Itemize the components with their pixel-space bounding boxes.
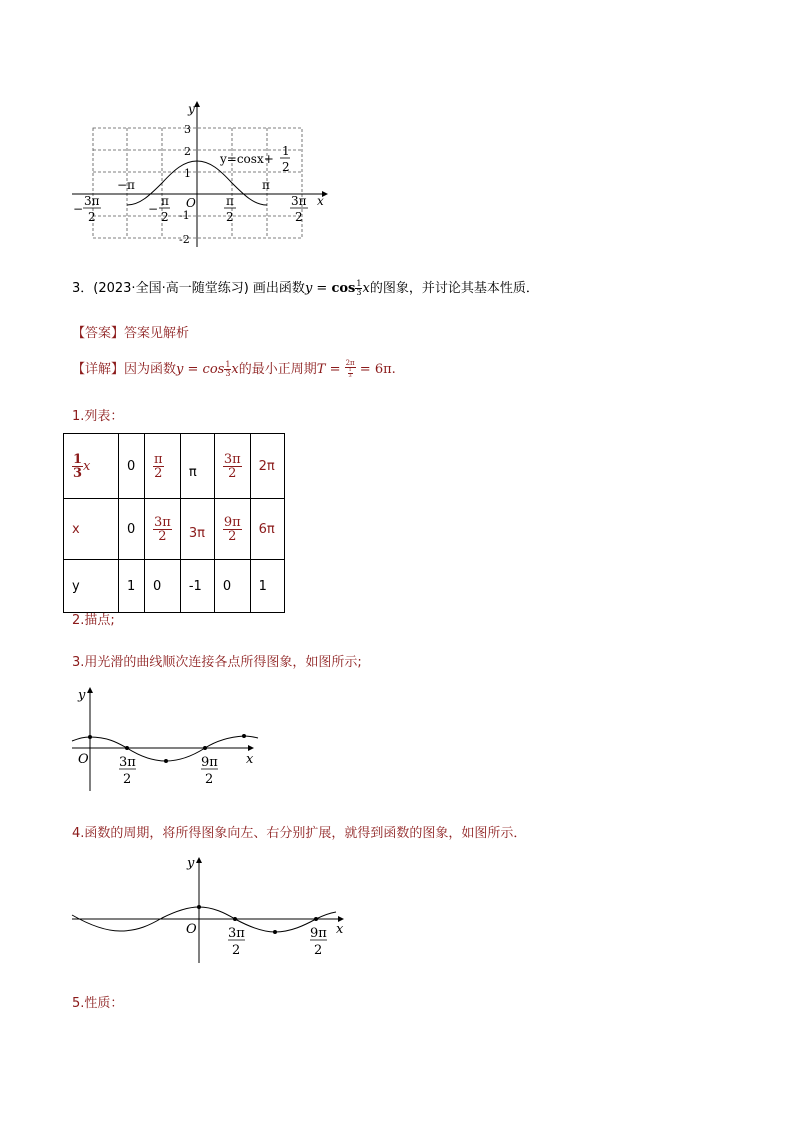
point: [164, 759, 168, 763]
tick-3pi-2-num: 3π: [291, 194, 307, 208]
origin-label: O: [186, 922, 197, 937]
tick-9pi-2-num: 9π: [310, 926, 327, 941]
detail-period-value: = 6π.: [355, 362, 396, 377]
y-label: y: [187, 856, 195, 871]
curve-label: y=cosx+: [220, 152, 274, 166]
point: [203, 746, 207, 750]
y-axis-arrow: [194, 101, 200, 107]
tick-3pi-2-den: 2: [295, 210, 303, 224]
step-4: 4.函数的周期，将所得图象向左、右分别扩展，就得到函数的图象，如图所示．: [72, 826, 527, 841]
tick-pi: π: [262, 178, 270, 192]
tick-9pi-2-den: 2: [314, 943, 323, 958]
detail-func-fraction: $\frac{1}{3}$: [225, 360, 231, 378]
tick-3pi-2-den: 2: [232, 943, 241, 958]
x-label: x: [317, 194, 324, 208]
problem-number: 3．: [72, 281, 94, 296]
tick-neg-pi-2-num: π: [161, 194, 169, 208]
step-1: 1.列表：: [72, 409, 124, 424]
y-tick-neg2: -2: [179, 233, 190, 246]
table-cell: $\frac{3\pi}{2}$: [145, 499, 181, 560]
tick-pi-2-den: 2: [226, 210, 234, 224]
x-label: x: [336, 922, 344, 937]
table-cell: 1: [119, 560, 145, 613]
table-row: [64, 560, 285, 613]
answer-line: [72, 322, 189, 341]
y-tick-1: 1: [184, 167, 191, 180]
step-5: 5.性质：: [72, 996, 124, 1011]
tick-3pi-2-num: 3π: [228, 926, 245, 941]
detail-line: [72, 358, 396, 379]
y-tick-3: 3: [184, 123, 191, 136]
curve-label-num: 1: [282, 144, 290, 158]
point: [88, 735, 92, 739]
step-3: 3.用光滑的曲线顺次连接各点所得图象，如图所示;: [72, 655, 362, 670]
table-cell: 1: [250, 560, 284, 613]
answer-text: 答案见解析: [124, 326, 190, 341]
tick-9pi-2-num: 9π: [201, 755, 218, 770]
point: [233, 917, 237, 921]
tick-neg-3pi-2-den: 2: [88, 210, 96, 224]
y-label: y: [188, 102, 195, 116]
problem-func-cos: cos: [331, 281, 356, 296]
detail-tag: 【详解】: [72, 362, 125, 377]
problem-text-after: 的图象，并讨论其基本性质．: [369, 281, 539, 296]
table-cell: 0: [119, 499, 145, 560]
answer-tag: 【答案】: [72, 326, 125, 341]
problem-3: [72, 277, 539, 297]
problem-func-fraction: $\frac{1}{3}$: [356, 279, 362, 297]
table-cell: 2π: [250, 434, 284, 499]
detail-text-2: 的最小正周期: [238, 362, 317, 377]
y-tick-2: 2: [184, 145, 191, 158]
problem-func-y: y: [304, 281, 313, 296]
origin-label: O: [186, 196, 196, 210]
table-cell: 3π: [180, 499, 214, 560]
tick-neg-pi: −π: [117, 178, 135, 192]
point: [125, 746, 129, 750]
graph-cos-plus-half: [60, 95, 340, 255]
y-label: y: [78, 688, 86, 703]
graph-extended: [68, 853, 358, 965]
problem-text-before: 画出函数: [252, 281, 305, 296]
problem-source: (2023·全国·高一随堂练习): [93, 281, 249, 296]
value-table: [63, 433, 285, 613]
step-2: 2.描点;: [72, 613, 115, 628]
table-cell: $\frac{\pi}{2}$: [145, 434, 181, 499]
detail-period-fraction: $\frac{2\pi}{\frac{1}{3}}$: [345, 359, 355, 379]
y-axis-arrow: [87, 687, 93, 693]
table-cell: y: [64, 560, 119, 613]
table-cell: π: [180, 434, 214, 499]
table-row: [64, 434, 285, 499]
table-cell: 6π: [250, 499, 284, 560]
y-tick-neg1: -1: [179, 209, 190, 222]
problem-func-x: x: [362, 281, 370, 296]
problem-func-eq: =: [312, 281, 332, 296]
x-label: x: [246, 752, 254, 767]
detail-func-x: x: [231, 362, 239, 377]
tick-3pi-2-num: 3π: [119, 755, 136, 770]
table-cell: x: [64, 499, 119, 560]
y-axis-arrow: [196, 857, 202, 863]
detail-text-1: 因为函数: [124, 362, 177, 377]
table-cell: $\frac{9\pi}{2}$: [214, 499, 250, 560]
tick-neg-3pi-2-num: 3π: [84, 194, 100, 208]
point: [273, 930, 277, 934]
table-cell: 0: [119, 434, 145, 499]
table-cell: $\frac{1}{3}$ x: [64, 434, 119, 499]
detail-period-T: T =: [316, 362, 345, 377]
table-cell: -1: [180, 560, 214, 613]
point: [242, 734, 246, 738]
table-row: [64, 499, 285, 560]
curve-label-den: 2: [282, 160, 290, 174]
tick-neg-pi-2-minus: −: [148, 202, 159, 216]
table-cell: 0: [145, 560, 181, 613]
origin-label: O: [78, 752, 89, 767]
tick-pi-2-num: π: [226, 194, 234, 208]
point: [197, 905, 201, 909]
table-cell: 0: [214, 560, 250, 613]
table-cell: $\frac{3\pi}{2}$: [214, 434, 250, 499]
point: [314, 917, 318, 921]
tick-3pi-2-den: 2: [123, 772, 132, 787]
detail-func: y = cos: [176, 362, 225, 377]
graph-one-period: [68, 683, 268, 793]
tick-neg-pi-2-den: 2: [161, 210, 169, 224]
tick-9pi-2-den: 2: [205, 772, 214, 787]
tick-neg-3pi-2-minus: −: [73, 202, 84, 216]
x-axis-arrow: [248, 745, 254, 751]
